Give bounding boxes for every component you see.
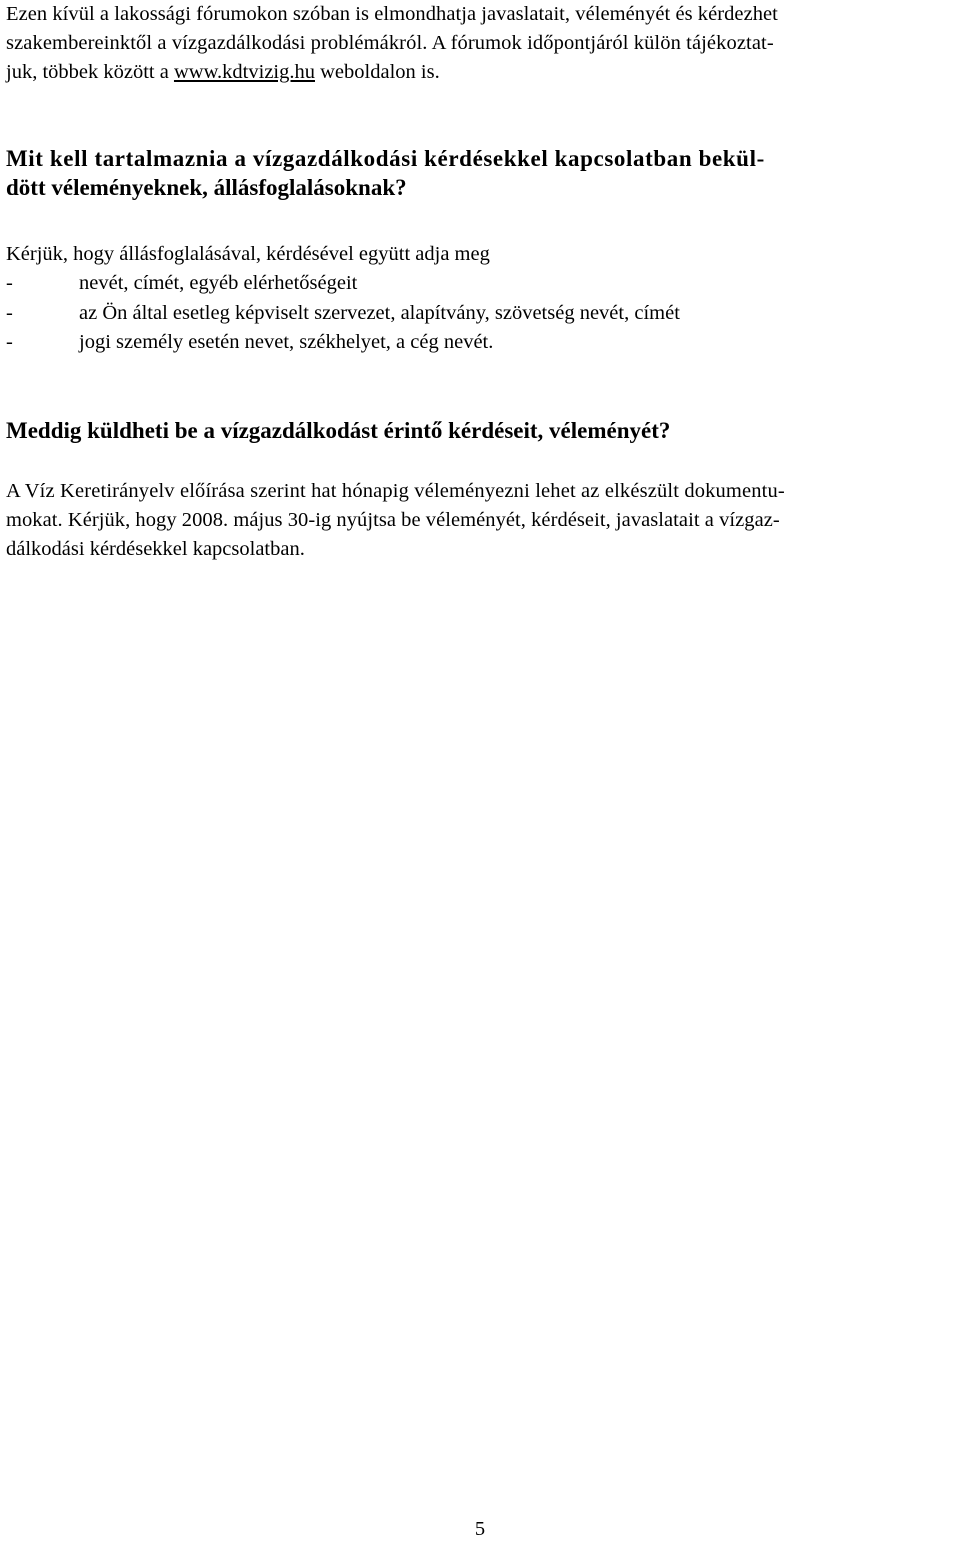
list-dash: -: [6, 272, 13, 294]
intro-line-3-post: weboldalon is.: [315, 61, 440, 83]
list-item: [6, 328, 954, 358]
list-item-text: nevét, címét, egyéb elérhetőségeit: [79, 272, 358, 294]
list-dash: -: [6, 331, 13, 353]
website-link[interactable]: www.kdtvizig.hu: [173, 61, 315, 83]
request-section: [6, 240, 954, 358]
intro-line-3-pre: juk, többek között a: [6, 61, 174, 83]
heading-deadline: Meddig küldheti be a vízgazdálkodást érintő kérdéseit, véleményét?: [6, 418, 671, 443]
intro-line-2: szakembereinktől a vízgazdálkodási problémákról. A fórumok időpontjáról külön tájékoztat-: [6, 32, 774, 54]
heading-content-requirements: [6, 144, 954, 202]
deadline-line-2: mokat. Kérjük, hogy 2008. május 30-ig nyújtsa be véleményét, kérdéseit, javaslatait a vízgaz-: [6, 509, 780, 531]
list-item: [6, 299, 954, 329]
page-number: 5: [474, 1518, 486, 1540]
list-item-text: jogi személy esetén nevet, székhelyet, a cég nevét.: [79, 331, 494, 353]
deadline-line-1: A Víz Keretirányelv előírása szerint hat hónapig véleményezni lehet az elkészült dokumentu-: [6, 480, 785, 502]
intro-line-1: Ezen kívül a lakossági fórumokon szóban is elmondhatja javaslatait, véleményét és kérdezhet: [6, 3, 778, 25]
deadline-paragraph: [6, 477, 954, 564]
intro-line-3: [6, 58, 954, 87]
heading-1-line-1: Mit kell tartalmaznia a vízgazdálkodási kérdésekkel kapcsolatban bekül-: [6, 146, 765, 171]
deadline-line-3: dálkodási kérdésekkel kapcsolatban.: [6, 538, 305, 560]
intro-paragraph: [6, 0, 954, 87]
list-dash: -: [6, 301, 13, 324]
request-lead: Kérjük, hogy állásfoglalásával, kérdésével együtt adja meg: [6, 243, 490, 265]
list-item: [6, 269, 954, 299]
heading-1-line-2: dött véleményeknek, állásfoglalásoknak?: [6, 175, 407, 200]
list-item-text: az Ön által esetleg képviselt szervezet, alapítvány, szövetség nevét, címét: [79, 301, 680, 324]
